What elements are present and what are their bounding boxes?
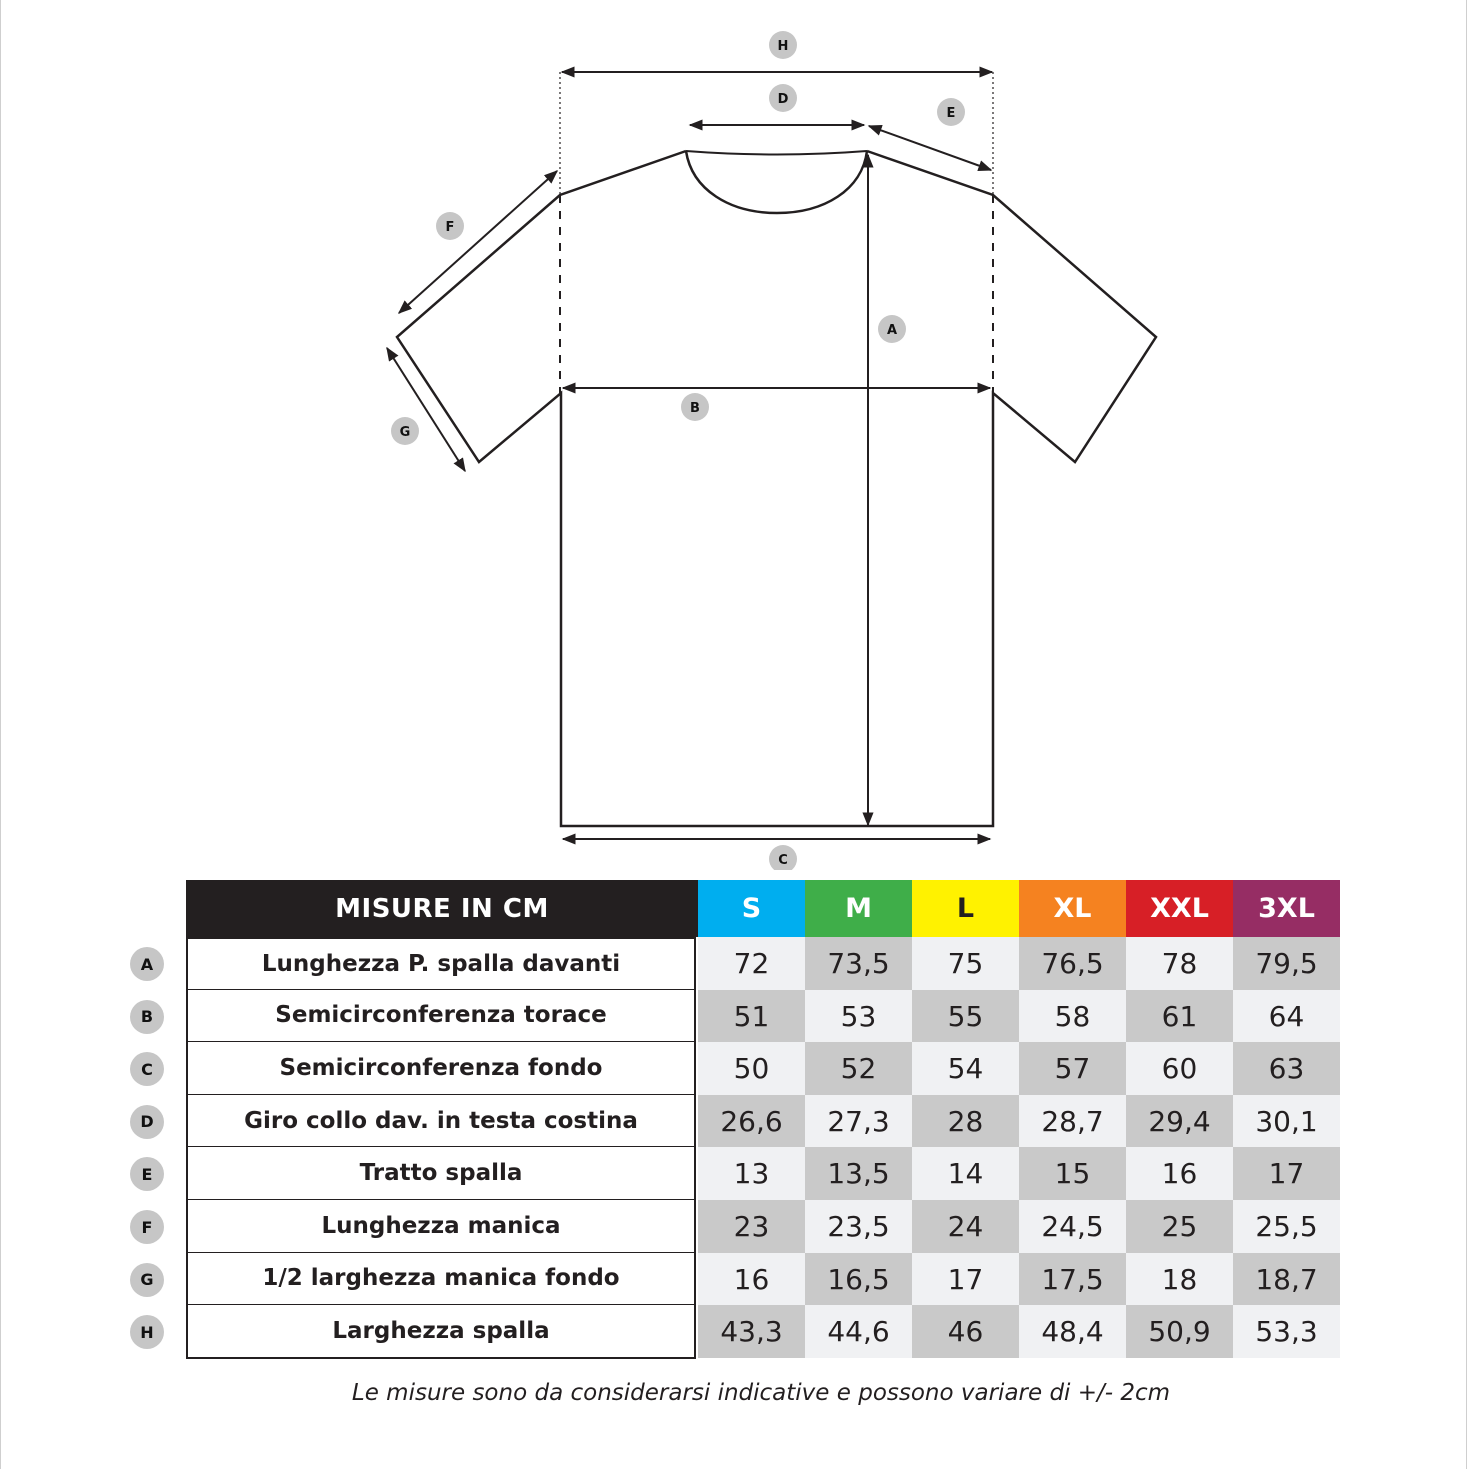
row-label-b: Semicirconferenza torace bbox=[186, 990, 696, 1044]
badge-d bbox=[769, 84, 797, 112]
size-header-3xl: 3XL bbox=[1233, 880, 1340, 937]
cell-d-xxl: 29,4 bbox=[1126, 1095, 1233, 1148]
badge-c-text: C bbox=[778, 853, 788, 868]
size-header-xxl: XXL bbox=[1126, 880, 1233, 937]
measure-g bbox=[387, 348, 465, 471]
row-badge-g: G bbox=[130, 1263, 164, 1297]
cell-a-xl: 76,5 bbox=[1019, 937, 1126, 990]
cell-e-l: 14 bbox=[912, 1147, 1019, 1200]
badge-a bbox=[878, 315, 906, 343]
badge-f bbox=[436, 212, 464, 240]
row-label-g: 1/2 larghezza manica fondo bbox=[186, 1253, 696, 1307]
badge-g bbox=[391, 417, 419, 445]
cell-g-3xl: 18,7 bbox=[1233, 1253, 1340, 1306]
disclaimer-note: Le misure sono da considerarsi indicative e possono variare di +/- 2cm bbox=[351, 1380, 1171, 1406]
row-badge-e: E bbox=[130, 1157, 164, 1191]
measure-e bbox=[869, 126, 991, 170]
row-badge-a: A bbox=[130, 947, 164, 981]
cell-h-s: 43,3 bbox=[698, 1305, 805, 1358]
cell-h-l: 46 bbox=[912, 1305, 1019, 1358]
cell-f-m: 23,5 bbox=[805, 1200, 912, 1253]
badge-h bbox=[769, 31, 797, 59]
neck-top bbox=[686, 151, 867, 155]
cell-f-xxl: 25 bbox=[1126, 1200, 1233, 1253]
cell-a-3xl: 79,5 bbox=[1233, 937, 1340, 990]
size-header-xl: XL bbox=[1019, 880, 1126, 937]
row-label-f: Lunghezza manica bbox=[186, 1200, 696, 1254]
cell-b-s: 51 bbox=[698, 990, 805, 1043]
cell-h-m: 44,6 bbox=[805, 1305, 912, 1358]
cell-e-3xl: 17 bbox=[1233, 1147, 1340, 1200]
cell-c-l: 54 bbox=[912, 1042, 1019, 1095]
cell-c-xxl: 60 bbox=[1126, 1042, 1233, 1095]
cell-g-xxl: 18 bbox=[1126, 1253, 1233, 1306]
neckline bbox=[686, 151, 867, 213]
badge-b bbox=[681, 393, 709, 421]
cell-b-m: 53 bbox=[805, 990, 912, 1043]
tshirt-outline bbox=[397, 151, 1156, 826]
cell-d-l: 28 bbox=[912, 1095, 1019, 1148]
row-badge-f: F bbox=[130, 1210, 164, 1244]
badge-a-text: A bbox=[886, 323, 898, 338]
cell-c-3xl: 63 bbox=[1233, 1042, 1340, 1095]
badge-f-text: F bbox=[445, 220, 455, 235]
badge-d-text: D bbox=[777, 92, 789, 107]
cell-f-xl: 24,5 bbox=[1019, 1200, 1126, 1253]
badge-e bbox=[937, 98, 965, 126]
cell-b-xl: 58 bbox=[1019, 990, 1126, 1043]
size-header-m: M bbox=[805, 880, 912, 937]
row-badge-d: D bbox=[130, 1105, 164, 1139]
row-label-d: Giro collo dav. in testa costina bbox=[186, 1095, 696, 1149]
cell-g-xl: 17,5 bbox=[1019, 1253, 1126, 1306]
badge-e-text: E bbox=[946, 106, 956, 121]
size-header-l: L bbox=[912, 880, 1019, 937]
table-title: MISURE IN CM bbox=[186, 880, 698, 937]
cell-c-m: 52 bbox=[805, 1042, 912, 1095]
cell-a-l: 75 bbox=[912, 937, 1019, 990]
cell-g-s: 16 bbox=[698, 1253, 805, 1306]
cell-b-l: 55 bbox=[912, 990, 1019, 1043]
row-label-h: Larghezza spalla bbox=[186, 1305, 696, 1359]
row-badge-b: B bbox=[130, 1000, 164, 1034]
size-header-s: S bbox=[698, 880, 805, 937]
cell-b-3xl: 64 bbox=[1233, 990, 1340, 1043]
badge-g-text: G bbox=[399, 425, 411, 440]
cell-e-xl: 15 bbox=[1019, 1147, 1126, 1200]
cell-f-l: 24 bbox=[912, 1200, 1019, 1253]
cell-h-xl: 48,4 bbox=[1019, 1305, 1126, 1358]
cell-b-xxl: 61 bbox=[1126, 990, 1233, 1043]
cell-c-s: 50 bbox=[698, 1042, 805, 1095]
cell-f-s: 23 bbox=[698, 1200, 805, 1253]
cell-d-m: 27,3 bbox=[805, 1095, 912, 1148]
cell-a-s: 72 bbox=[698, 937, 805, 990]
cell-d-s: 26,6 bbox=[698, 1095, 805, 1148]
badge-h-text: H bbox=[777, 39, 789, 54]
row-badge-h: H bbox=[130, 1315, 164, 1349]
cell-c-xl: 57 bbox=[1019, 1042, 1126, 1095]
row-label-e: Tratto spalla bbox=[186, 1147, 696, 1201]
cell-a-xxl: 78 bbox=[1126, 937, 1233, 990]
cell-a-m: 73,5 bbox=[805, 937, 912, 990]
cell-e-s: 13 bbox=[698, 1147, 805, 1200]
row-badge-c: C bbox=[130, 1052, 164, 1086]
cell-d-xl: 28,7 bbox=[1019, 1095, 1126, 1148]
row-label-a: Lunghezza P. spalla davanti bbox=[186, 937, 696, 991]
cell-e-xxl: 16 bbox=[1126, 1147, 1233, 1200]
badge-b-text: B bbox=[690, 401, 700, 416]
cell-g-l: 17 bbox=[912, 1253, 1019, 1306]
row-label-c: Semicirconferenza fondo bbox=[186, 1042, 696, 1096]
cell-h-3xl: 53,3 bbox=[1233, 1305, 1340, 1358]
cell-g-m: 16,5 bbox=[805, 1253, 912, 1306]
measure-f bbox=[399, 171, 557, 313]
cell-h-xxl: 50,9 bbox=[1126, 1305, 1233, 1358]
cell-f-3xl: 25,5 bbox=[1233, 1200, 1340, 1253]
cell-d-3xl: 30,1 bbox=[1233, 1095, 1340, 1148]
cell-e-m: 13,5 bbox=[805, 1147, 912, 1200]
badge-c bbox=[769, 845, 797, 870]
